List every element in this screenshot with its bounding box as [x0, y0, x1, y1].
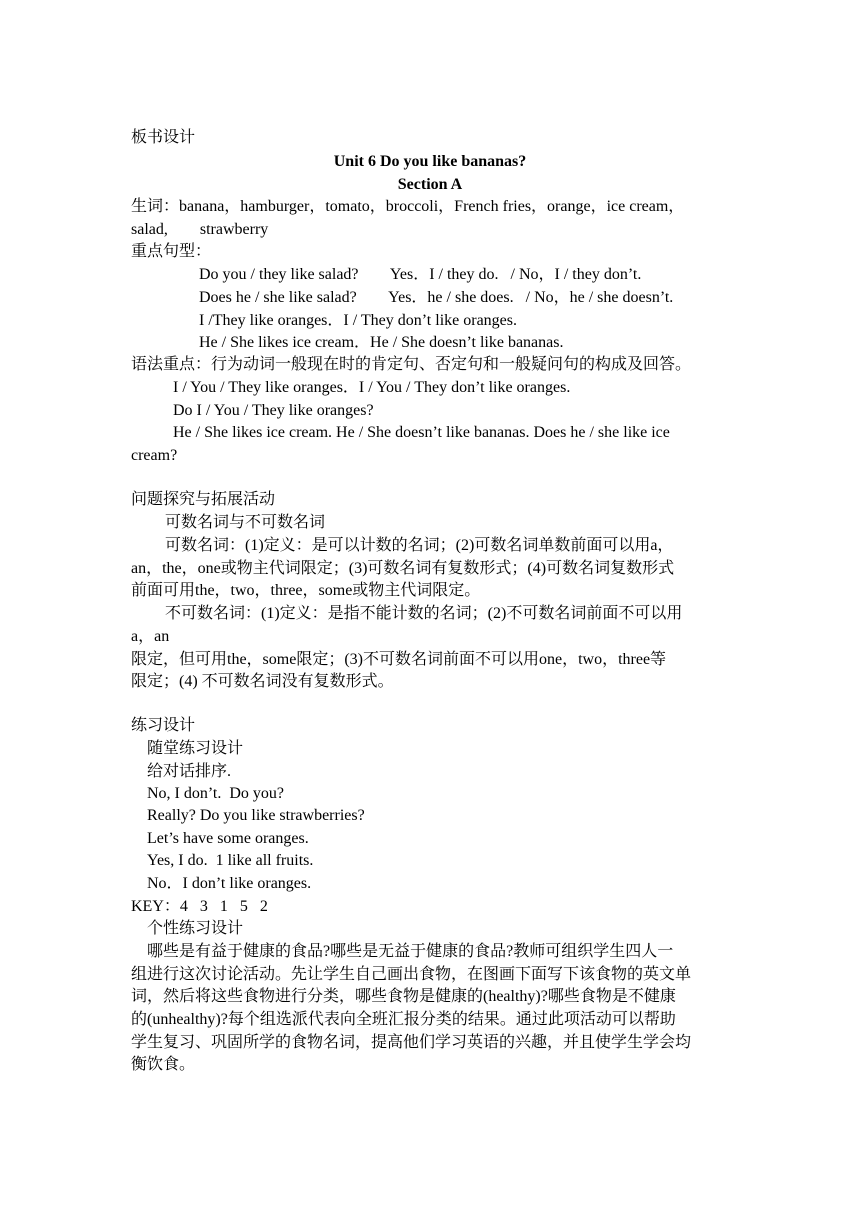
individual-practice-line-3: 词，然后将这些食物进行分类，哪些食物是健康的(healthy)?哪些食物是不健康 — [131, 988, 676, 1005]
grammar-focus-label: 语法重点：行为动词一般现在时的肯定句、否定句和一般疑问句的构成及回答。 — [131, 356, 692, 373]
vocab-line-2: salad, strawberry — [131, 221, 269, 238]
uncountable-line-2: a，an — [131, 628, 170, 645]
countable-line-2: an，the，one或物主代词限定；(3)可数名词有复数形式；(4)可数名词复数形式 — [131, 560, 675, 577]
grammar-example-3b: cream? — [131, 447, 178, 464]
grammar-example-2: Do I / You / They like oranges? — [173, 402, 374, 419]
countable-line-3: 前面可用the，two，three，some或物主代词限定。 — [131, 582, 481, 599]
key-sentence-2: Does he / she like salad? Yes．he / she does. / No，he / she doesn’t. — [199, 289, 674, 306]
uncountable-line-4: 限定；(4) 不可数名词没有复数形式。 — [131, 673, 394, 690]
section-heading-explore: 问题探究与拓展活动 — [131, 491, 276, 508]
vocab-line-1: 生词：banana，hamburger，tomato，broccoli，French fries，orange，ice cream， — [131, 198, 685, 215]
individual-practice-line-4: 的(unhealthy)?每个组选派代表向全班汇报分类的结果。通过此项活动可以帮助 — [131, 1011, 676, 1028]
practice-subheading: 随堂练习设计 — [147, 740, 244, 757]
section-heading-practice: 练习设计 — [131, 717, 196, 734]
dialogue-line-5: No．I don’t like oranges. — [147, 875, 312, 892]
countable-line-1: 可数名词：(1)定义：是可以计数的名词；(2)可数名词单数前面可以用a， — [165, 537, 674, 554]
dialogue-line-3: Let’s have some oranges. — [147, 830, 309, 847]
section-heading-board: 板书设计 — [131, 129, 196, 146]
dialogue-line-2: Really? Do you like strawberries? — [147, 807, 365, 824]
dialogue-line-4: Yes, I do. 1 like all fruits. — [147, 852, 314, 869]
individual-practice-line-6: 衡饮食。 — [131, 1056, 196, 1073]
grammar-example-1: I / You / They like oranges．I / You / They don’t like oranges. — [173, 379, 571, 396]
individual-practice-line-5: 学生复习、巩固所学的食物名词，提高他们学习英语的兴趣，并且使学生学会均 — [131, 1034, 692, 1051]
uncountable-line-3: 限定，但可用the，some限定；(3)不可数名词前面不可以用one，two，three等 — [131, 651, 667, 668]
key-sentences-label: 重点句型： — [131, 243, 212, 260]
dialogue-line-1: No, I don’t. Do you? — [147, 785, 285, 802]
answer-key: KEY：4 3 1 5 2 — [131, 898, 268, 915]
practice-instruction: 给对话排序. — [147, 763, 232, 780]
key-sentence-3: I /They like oranges．I / They don’t like oranges. — [199, 312, 517, 329]
unit-title: Unit 6 Do you like bananas? — [333, 153, 527, 170]
section-title: Section A — [397, 176, 463, 193]
explore-subheading: 可数名词与不可数名词 — [165, 514, 326, 531]
key-sentence-4: He / She likes ice cream．He / She doesn’t like bananas. — [199, 334, 564, 351]
uncountable-line-1: 不可数名词：(1)定义：是指不能计数的名词；(2)不可数名词前面不可以用 — [165, 605, 683, 622]
individual-practice-line-2: 组进行这次讨论活动。先让学生自己画出食物，在图画下面写下该食物的英文单 — [131, 966, 692, 983]
key-sentence-1: Do you / they like salad? Yes．I / they do. / No，I / they don’t. — [199, 266, 642, 283]
individual-practice-subheading: 个性练习设计 — [147, 920, 244, 937]
grammar-example-3a: He / She likes ice cream. He / She doesn’t like bananas. Does he / she like ice — [173, 424, 670, 441]
individual-practice-line-1: 哪些是有益于健康的食品?哪些是无益于健康的食品?教师可组织学生四人一 — [147, 943, 674, 960]
